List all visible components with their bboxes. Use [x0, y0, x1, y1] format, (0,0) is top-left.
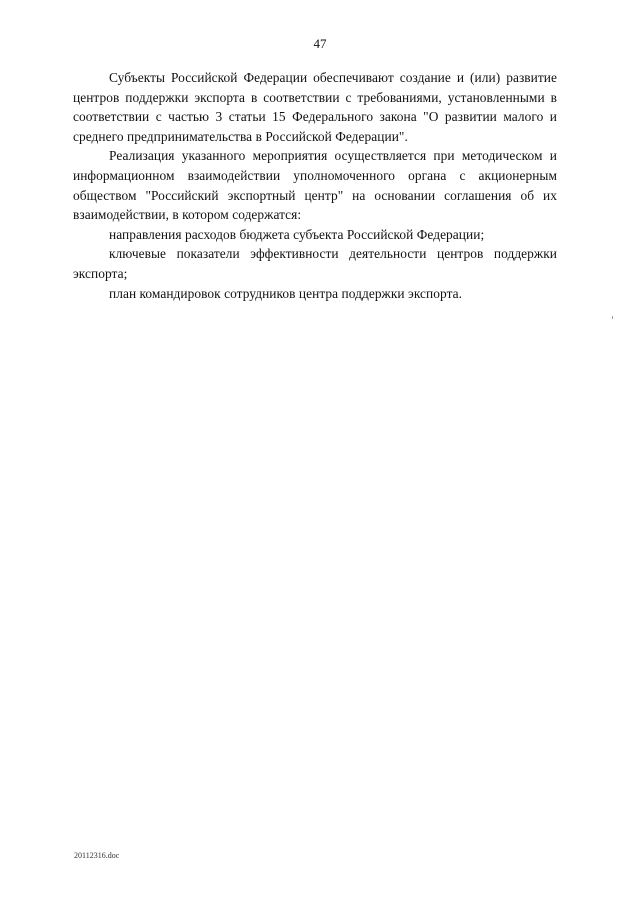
document-body	[73, 68, 557, 303]
paragraph-implementation: Реализация указанного мероприятия осуществляется при методическом и информационном взаимодействии уполномоченного органа с акционерным обществом "Российский экспортный центр" на основании соглашения об их взаимодействии, в котором содержатся:	[73, 148, 557, 223]
page-number: 47	[313, 36, 327, 51]
footer-filename: 20112316.doc	[74, 851, 120, 860]
list-item-budget-directions: направления расходов бюджета субъекта Российской Федерации;	[109, 226, 485, 242]
scan-speck	[612, 316, 613, 319]
list-item-key-indicators: ключевые показатели эффективности деятельности центров поддержки экспорта;	[73, 246, 557, 281]
list-item-business-trips: план командировок сотрудников центра поддержки экспорта.	[109, 285, 463, 301]
paragraph-export-centers: Субъекты Российской Федерации обеспечивают создание и (или) развитие центров поддержки экспорта в соответствии с требованиями, установленными в соответствии с частью 3 статьи 15 Федерального закона "О развитии малого и среднего предпринимательства в Российской Федерации".	[73, 70, 557, 144]
